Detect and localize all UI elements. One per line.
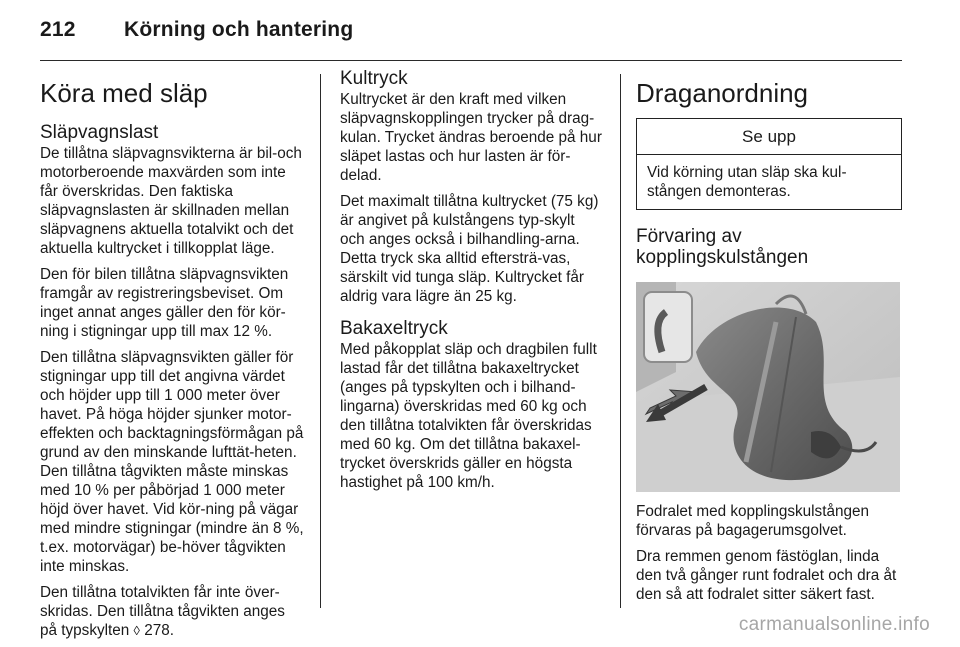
column-middle: [340, 68, 603, 499]
caution-title: Se upp: [637, 119, 901, 155]
paragraph-text: Den tillåtna totalvikten får inte över-skridas. Den tillåtna tågvikten anges på typskylten: [40, 584, 285, 639]
paragraph: Dra remmen genom fästöglan, linda den två gånger runt fodralet och dra åt den så att fodralet sitter säkert fast.: [636, 548, 897, 603]
column-right: [636, 68, 902, 611]
caution-box: [636, 118, 902, 210]
header-rule: [40, 60, 902, 61]
page-reference-link[interactable]: 278.: [144, 622, 174, 639]
paragraph: De tillåtna släpvagnsvikterna är bil-och motorberoende maxvärden som inte får överskridas. Den faktiska släpvagnslasten är skillnaden mellan släpvagnens aktuella totalvikt och det aktuella kultrycket i tillkopplat läge.: [40, 145, 302, 257]
page-reference-arrow-icon: ◊: [133, 623, 140, 638]
subsection-heading: Släpvagnslast: [40, 122, 159, 143]
paragraph: Den för bilen tillåtna släpvagnsvikten framgår av registreringsbeviset. Om inget annat anges gäller den för kör-ning i stigningar upp till max 12 %.: [40, 266, 289, 340]
caution-text: Vid körning utan släp ska kul-stången demonteras.: [647, 164, 847, 200]
subsection-heading-kultryck: Kultryck: [340, 68, 408, 89]
page-number: 212: [40, 18, 76, 41]
chapter-title: Körning och hantering: [124, 18, 354, 41]
column-divider-1: [320, 74, 321, 608]
paragraph-with-reference: [40, 583, 306, 640]
paragraph: Fodralet med kopplingskulstången förvaras på bagagerumsgolvet.: [636, 503, 869, 539]
towbar-bag-image: [636, 282, 900, 492]
paragraph: Kultrycket är den kraft med vilken släpvagnskopplingen trycker på drag-kulan. Trycket ändras beroende på hur släpet lastas och hur lasten är för-delad.: [340, 91, 602, 184]
paragraph: Det maximalt tillåtna kultrycket (75 kg) är angivet på kulstångens typ-skylt och anges också i bilhandling-arna. Detta tryck ska alltid eftersträ-vas, särskilt vid tunga släp. Kultrycket får aldrig vara lägre än 25 kg.: [340, 193, 599, 305]
paragraph: Med påkopplat släp och dragbilen fullt lastad får det tillåtna bakaxeltrycket (anges på typskylten och i bilhand-lingarna) överskridas med 60 kg och den tillåtna totalvikten får överskridas med 60 kg. Om det tillåtna bakaxel-trycket överskrids gäller en högsta hastighet på 100 km/h.: [340, 341, 597, 491]
subsection-heading-bakaxeltryck: Bakaxeltryck: [340, 318, 448, 339]
paragraph: Den tillåtna släpvagnsvikten gäller för stigningar upp till det angivna värdet och höjder upp till 1 000 meter över havet. På höga höjder sjunker motor-effekten och backtagningsförmågan på grund av den minskande lufttät-heten. Den tillåtna tågvikten måste minskas med 10 % per påbörjad 1 000 meter höjd över havet. Vid kör-ning på vägar med mindre stigningar (mindre än 8 %, t.ex. motorvägar) be-höver tågvikten inte minskas.: [40, 349, 304, 575]
section-heading: Köra med släp: [40, 78, 208, 108]
section-heading: Draganordning: [636, 78, 809, 108]
column-left: [40, 68, 306, 647]
column-divider-2: [620, 74, 621, 608]
watermark: carmanualsonline.info: [738, 614, 930, 635]
subsection-heading: Förvaring av kopplingskulstången: [636, 226, 809, 268]
towbar-storage-illustration: [636, 282, 900, 492]
